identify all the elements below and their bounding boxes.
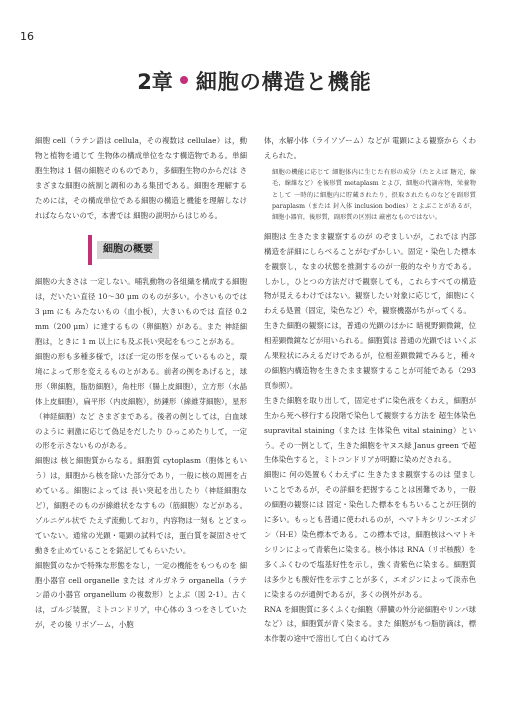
- paragraph-cytoplasm: 細胞は 核と細胞質からなる。細胞質 cytoplasm（胞体ともいう）は，細胞から核を除いた部分であり，一般に核の周囲を占めている。細胞によっては 長い突起を出したり（神経細胞など），細胞そのものが線維状をなすもの（筋細胞）などがある。ゾルニゲル状で たえず流動しており，内容物は一刻も とどまっていない。通常の光顕・電顕の試料では，蛋白質を凝固させて 動きを止めていることを銘記してもらいたい。: [35, 456, 247, 555]
- section-accent-bar: [88, 235, 92, 265]
- paragraph-organelle: 細胞質のなかで特殊な形態をなし，一定の機能をもつものを 細胞小器官 cell organelle または オルガネラ organella（ラテン語の小器官 organellum の複数形）とよぶ（図 2-1）。古くは，ゴルジ装置，ミトコンドリア，中心体の 3 つをさしていたが，その後 リボゾーム，小胞: [35, 560, 247, 630]
- paragraph-continued: 体，水解小体（ライソゾーム）などが 電顕による観察から くわえられた。: [264, 136, 476, 160]
- section-title: 細胞の概要: [97, 241, 159, 259]
- paragraph-size: 細胞の大きさは 一定しない。哺乳動物の各組織を構成する細胞は，だいたい直径 10～30 μm のものが多い。小さいものでは 3 μm にも みたないもの（血小板），大きいものでは 直径 0.2 mm（200 μm）に達するもの（卵細胞）がある。また 神経細胞は，ときに 1 m 以上にも及ぶ長い突起をもつことがある。: [35, 277, 247, 347]
- intro-paragraph: 細胞 cell（ラテン語は cellula，その複数は cellulae）は，動物と植物を通じて 生物体の構成単位をなす構造物である。単細胞生物は 1 個の細胞そのものであり，多細胞生物のからだは さまざまな細胞の統制と調和のある集団である。細胞を理解するためには，その構成単位である細胞の構造と機能を理解しなければならないので，本書では 細胞の説明からはじめる。: [35, 136, 247, 220]
- section-heading: [35, 235, 247, 265]
- left-column: [35, 134, 247, 633]
- paragraph-shape: 細胞の形も多種多様で，ほぼ一定の形を保っているものと，環境によって形を変えるものとがある。前者の例をあげると，球形（卵細胞，脂肪細胞），角柱形（腸上皮細胞），立方形（水晶体上皮細胞），扁平形（内皮細胞），紡錘形（線維芽細胞），星形（神経細胞）など さまざまである。後者の例としては，白血球のように 刺激に応じて偽足をだしたり ひっこめたりして，一定の形を示さないものがある。: [35, 351, 247, 451]
- chapter-heading: [0, 66, 509, 96]
- right-column: [264, 134, 476, 647]
- note-metaplasm: 細胞の機能に応じて 細胞体内に生じた有形の成分（たとえば 糖元，線毛，線維など）を後形質 metaplasm とよび，細胞の代謝産物，栄養物として 一時的に細胞内に貯蔵されたり，摂取されたものなどを副形質 paraplasm（または 封入体 inclusion bodies）とよぶことがあるが，細胞小器官，後形質，副形質の区別は 厳密なものではない。: [272, 168, 476, 222]
- chapter-title: 細胞の構造と機能: [195, 70, 372, 94]
- paragraph-supravital: 生きた細胞を取り出して，固定せずに染色液をくわえ，細胞が生から死へ移行する段階で染色して観察する方法を 超生体染色 supravital staining（または 生体染色 vital staining）という。その一例として，生きた細胞をヤヌス緑 Janus green で超生体染色すると，ミトコンドリアが明瞭に染めだされる。: [264, 395, 476, 465]
- page-number: 16: [20, 30, 34, 43]
- chapter-number: 2章: [137, 70, 173, 94]
- chapter-bullet-icon: [180, 76, 188, 84]
- paragraph-he-stain: 細胞に 何の処置もくわえずに 生きたまま観察するのは 望ましいことであるが，その詳細を把握することは困難であり，一般の細胞の観察には 固定・染色した標本をもちいることが圧倒的に多い。もっとも普通に使われるのが，ヘマトキシリン-エオジン（H-E）染色標本である。この標本では，細胞核はヘマトキシリンによって青紫色に染まる。核小体は RNA（リボ核酸）を多くふくむので塩基好性を示し，強く青紫色に染まる。細胞質は多少とも酸好性を示すことが多く，エオジンによって淡赤色に染まるのが通例であるが，多くの例外がある。: [264, 470, 476, 599]
- paragraph-observation: 細胞は 生きたまま観察するのが のぞましいが，これでは 内部構造を詳細にしらべることがむずかしい。固定・染色した標本を観察し，なまの状態を推測するのが一般的なやり方である。しかし，ひとつの方法だけで観察しても，これらすべての構造物が見えるわけではない。観察したい対象に応じて，細胞にくわえる処置（固定，染色など）や，観察機器がちがってくる。: [264, 231, 476, 316]
- paragraph-rna: RNA を細胞質に多くふくむ細胞（膵臓の外分泌細胞やリンパ球など）は，細胞質が青く染まる。また 細胞がもつ脂肪滴は，標本作製の途中で溶出して白くぬけてみ: [264, 604, 476, 644]
- paragraph-live-cells: 生きた細胞の観察には，普通の光顕のほかに 暗視野顕微鏡，位相差顕微鏡などが用いられる。細胞質は 普通の光顕では いくぶん果粒状にみえるだけであるが，位相差顕微鏡でみると，種々の細胞内構造物を生きたまま観察することが可能である（293 頁参照）。: [264, 321, 476, 390]
